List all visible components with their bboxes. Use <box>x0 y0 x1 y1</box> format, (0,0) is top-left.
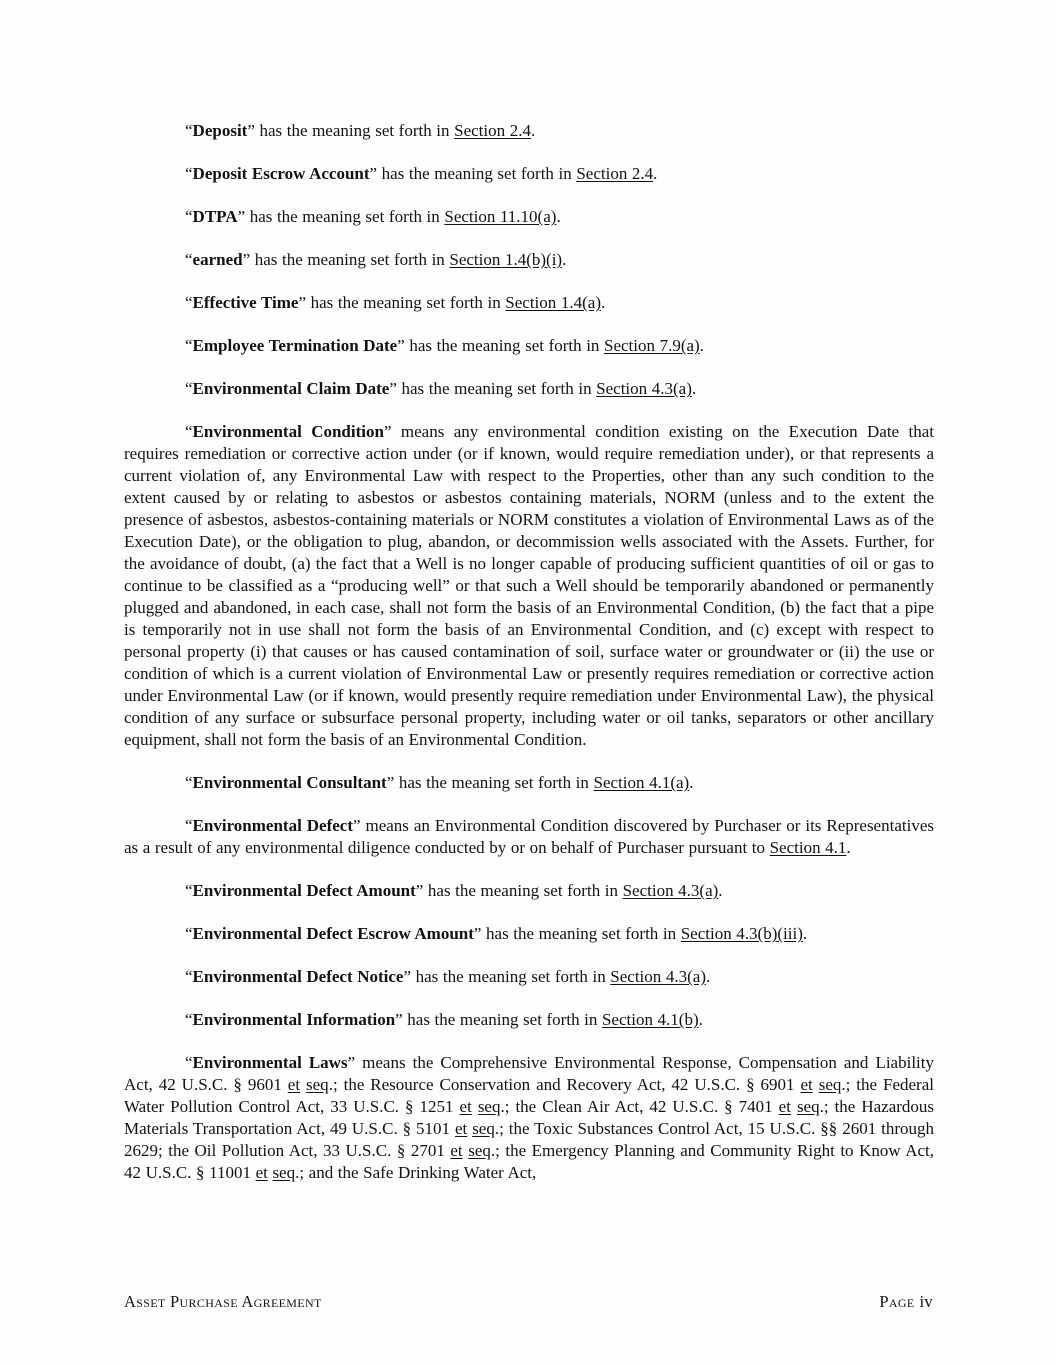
text-run: “ <box>185 379 193 398</box>
text-run: “ <box>185 816 193 835</box>
defined-term: Environmental Claim Date <box>192 379 390 398</box>
text-run: “ <box>185 250 193 269</box>
defined-term: Environmental Defect Amount <box>192 881 416 900</box>
paragraph <box>124 1009 934 1031</box>
text-run: . <box>600 293 606 312</box>
paragraph <box>124 772 934 794</box>
text-run: ” has the meaning set forth in <box>242 250 450 269</box>
section-reference: seq <box>468 1141 491 1160</box>
text-run: .; the Emergency Planning and Community Right to Know Act, 42 U.S.C. § 11001 <box>124 1141 935 1182</box>
paragraph <box>124 815 934 859</box>
text-run: ” has the meaning set forth in <box>386 773 594 792</box>
paragraph <box>124 1052 934 1184</box>
text-run: . <box>653 164 658 183</box>
text-run: “ <box>185 164 193 183</box>
text-run: .; the Clean Air Act, 42 U.S.C. § 7401 <box>500 1097 779 1116</box>
defined-term: Deposit <box>192 121 248 140</box>
paragraph <box>124 966 934 988</box>
section-reference: seq <box>306 1075 329 1094</box>
defined-term: DTPA <box>192 207 238 226</box>
defined-term: Environmental Defect Notice <box>192 967 404 986</box>
defined-term: Environmental Consultant <box>192 773 387 792</box>
text-run: .; the Toxic Substances Control Act, 15 U.S.C. §§ 2601 through 2629; the Oil Pollution Act, 33 U.S.C. § 2701 <box>124 1119 934 1160</box>
text-run: .; the Resource Conservation and Recovery Act, 42 U.S.C. § 6901 <box>328 1075 801 1094</box>
text-run: ” has the meaning set forth in <box>247 121 455 140</box>
text-run: . <box>530 121 536 140</box>
text-run: “ <box>185 773 193 792</box>
paragraph <box>124 880 934 902</box>
text-run: ” has the meaning set forth in <box>397 336 605 355</box>
section-reference: Section 1.4(b)(i) <box>449 250 563 269</box>
text-run: ” means an Environmental Condition discovered by Purchaser or its Representatives as a result of any environmental diligence conducted by or on behalf of Purchaser pursuant to <box>124 816 934 857</box>
text-run: ” has the meaning set forth in <box>389 379 597 398</box>
section-reference: seq <box>818 1075 842 1094</box>
section-reference: Section 4.3(a) <box>622 881 719 900</box>
section-reference: et <box>800 1075 813 1094</box>
paragraph <box>124 249 934 271</box>
section-reference: Section 4.3(b)(iii) <box>680 924 803 943</box>
section-reference: seq <box>272 1163 296 1182</box>
text-run: . <box>718 881 723 900</box>
footer-page-label: Page <box>879 1292 915 1311</box>
section-reference: et <box>287 1075 301 1094</box>
section-reference: et <box>450 1141 463 1160</box>
paragraph <box>124 163 934 185</box>
defined-term: Deposit Escrow Account <box>192 164 370 183</box>
defined-term: earned <box>192 250 243 269</box>
text-run: “ <box>185 207 193 226</box>
section-reference: Section 4.1 <box>769 838 847 857</box>
text-run: .; the Federal Water Pollution Control Act, 33 U.S.C. § 1251 <box>124 1075 934 1116</box>
text-run: ” has the meaning set forth in <box>369 164 577 183</box>
section-reference: Section 4.3(a) <box>610 967 706 986</box>
section-reference: Section 7.9(a) <box>604 336 700 355</box>
defined-term: Environmental Defect <box>192 816 353 835</box>
text-run: ” has the meaning set forth in <box>395 1010 602 1029</box>
footer-doc-title: Asset Purchase Agreement <box>124 1292 322 1311</box>
text-run: .; and the Safe Drinking Water Act, <box>295 1163 537 1182</box>
paragraph <box>124 292 934 314</box>
text-run: ” has the meaning set forth in <box>415 881 623 900</box>
text-run: “ <box>185 967 193 986</box>
section-reference: Section 2.4 <box>454 121 531 140</box>
text-run: “ <box>185 1010 193 1029</box>
paragraph <box>124 206 934 228</box>
text-run: “ <box>185 1053 193 1072</box>
paragraph <box>124 120 934 142</box>
text-run: . <box>556 207 561 226</box>
section-reference: Section 2.4 <box>576 164 654 183</box>
footer-page-indicator <box>879 1291 933 1313</box>
defined-term: Environmental Information <box>192 1010 396 1029</box>
paragraph <box>124 378 934 400</box>
text-run: “ <box>185 121 193 140</box>
section-reference: et <box>454 1119 468 1138</box>
text-run: “ <box>185 924 193 943</box>
text-run: . <box>699 336 704 355</box>
text-run: ” has the meaning set forth in <box>298 293 506 312</box>
section-reference: seq <box>796 1097 820 1116</box>
section-reference: Section 4.1(b) <box>601 1010 699 1029</box>
section-reference: et <box>255 1163 268 1182</box>
text-run: ” has the meaning set forth in <box>237 207 445 226</box>
text-run: ” has the meaning set forth in <box>403 967 611 986</box>
defined-term: Effective Time <box>192 293 299 312</box>
footer-page-number: iv <box>919 1292 933 1311</box>
defined-term: Environmental Condition <box>192 422 384 441</box>
section-reference: Section 11.10(a) <box>444 207 557 226</box>
text-run: . <box>689 773 694 792</box>
text-run: . <box>562 250 567 269</box>
document-body <box>124 120 934 1205</box>
paragraph <box>124 335 934 357</box>
text-run: . <box>705 967 711 986</box>
section-reference: Section 1.4(a) <box>505 293 601 312</box>
text-run: ” means any environmental condition existing on the Execution Date that requires remediation or corrective action under (or if known, would require remediation under), or that represents a current violation of, any Environmental Law with respect to the Properties, other than any such condition to the extent caused by or relating to asbestos or asbestos containing materials, NORM (unless and to the extent the presence of asbestos, asbestos-containing materials or NORM constitutes a violation of Environmental Laws as of the Execution Date), or the obligation to plug, abandon, or decommission wells associated with the Assets. Further, for the avoidance of doubt, (a) the fact that a Well is no longer capable of producing sufficient quantities of oil or gas to continue to be classified as a “producing well” or that such a Well should be temporarily abandoned or permanently plugged and abandoned, in each case, shall not form the basis of an Environmental Condition, (b) the fact that a pipe is temporarily not in use shall not form the basis of an Environmental Condition, and (c) except with respect to personal property (i) that causes or has caused contamination of soil, surface water or groundwater or (ii) the use or condition of which is a current violation of Environmental Law or presently requires remediation or corrective action under Environmental Law (or if known, would presently require remediation under Environmental Law), the physical condition of any surface or subsurface personal property, including water or oil tanks, separators or other ancillary equipment, shall not form the basis of an Environmental Condition. <box>124 422 934 749</box>
text-run: ” has the meaning set forth in <box>473 924 681 943</box>
section-reference: et <box>778 1097 791 1116</box>
paragraph <box>124 421 934 751</box>
section-reference: Section 4.1(a) <box>593 773 690 792</box>
defined-term: Environmental Laws <box>192 1053 348 1072</box>
text-run: “ <box>185 336 193 355</box>
defined-term: Employee Termination Date <box>192 336 398 355</box>
text-run: ” means the Comprehensive Environmental Response, Compensation and Liability Act, 42 U.S.C. § 9601 <box>124 1053 934 1094</box>
text-run: . <box>691 379 697 398</box>
text-run: “ <box>185 422 193 441</box>
text-run: . <box>802 924 808 943</box>
section-reference: et <box>459 1097 472 1116</box>
text-run: “ <box>185 293 193 312</box>
page-footer <box>124 1291 933 1313</box>
defined-term: Environmental Defect Escrow Amount <box>192 924 474 943</box>
section-reference: Section 4.3(a) <box>596 379 692 398</box>
paragraph <box>124 923 934 945</box>
section-reference: seq <box>472 1119 495 1138</box>
text-run: .; the Hazardous Materials Transportation Act, 49 U.S.C. § 5101 <box>124 1097 935 1138</box>
text-run: “ <box>185 881 193 900</box>
section-reference: seq <box>477 1097 501 1116</box>
text-run: . <box>698 1010 703 1029</box>
text-run: . <box>846 838 851 857</box>
